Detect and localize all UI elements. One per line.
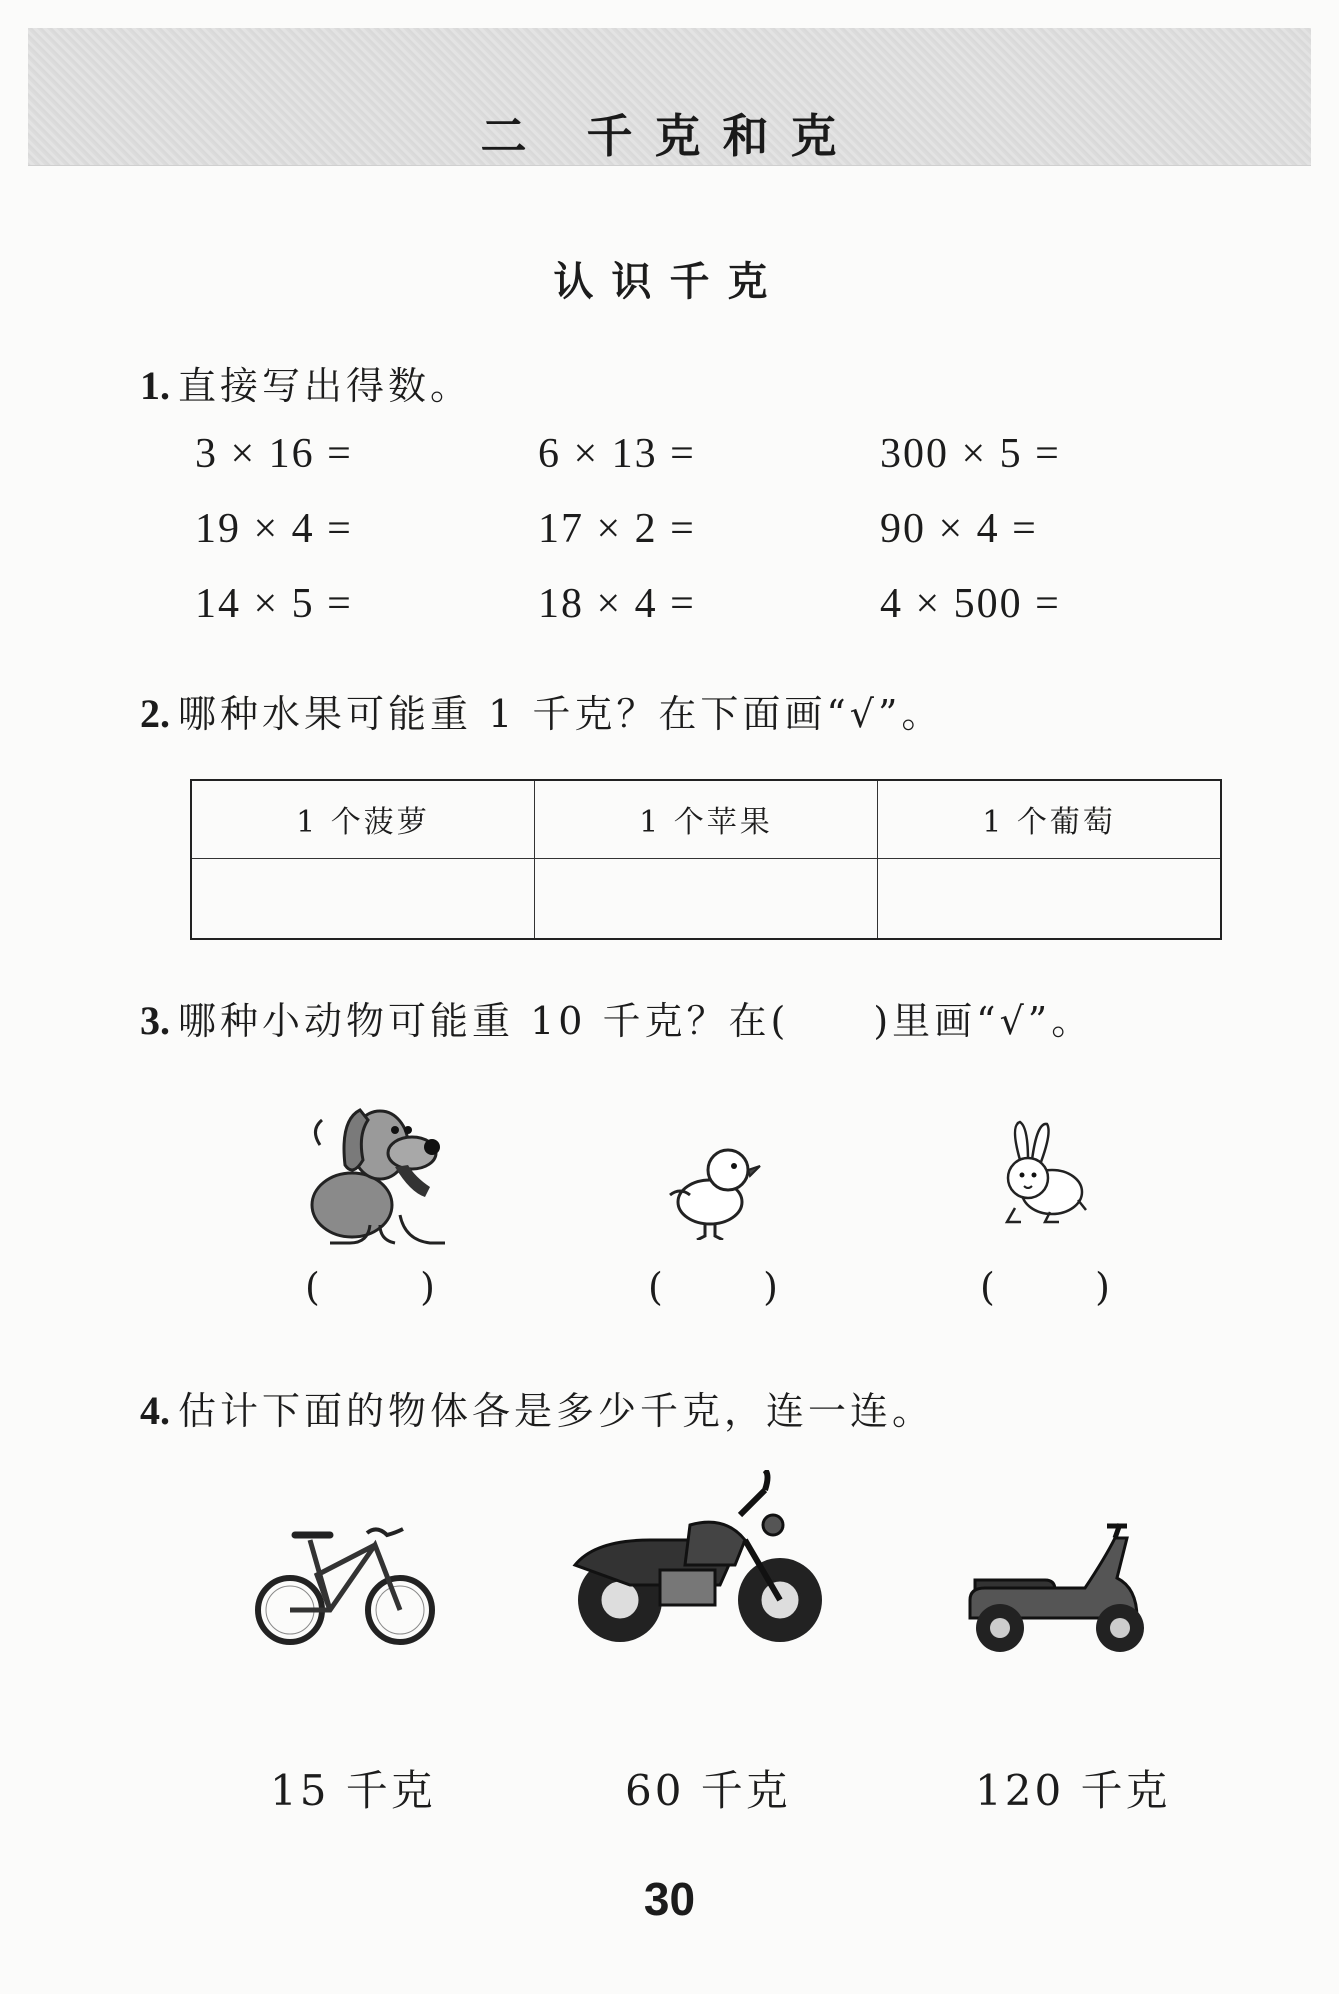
fruit-table	[190, 779, 1222, 940]
paren-close: )	[1095, 1265, 1110, 1309]
question-number: 2.	[140, 691, 170, 736]
rabbit-illustration	[990, 1120, 1090, 1230]
page-number: 30	[643, 1873, 696, 1925]
question-2	[140, 683, 943, 738]
column-header-pineapple: 1 个菠萝	[191, 780, 534, 858]
equation: 17 × 2 =	[538, 506, 696, 552]
paren-close: )	[420, 1265, 435, 1309]
bicycle-illustration[interactable]	[255, 1515, 435, 1655]
section-title: 认识千克	[553, 259, 786, 305]
column-header-grape: 1 个葡萄	[878, 780, 1221, 858]
column-header-apple: 1 个苹果	[534, 780, 877, 858]
question-text: 直接写出得数。	[178, 364, 473, 408]
equation: 3 × 16 =	[195, 431, 353, 477]
paren-open: (	[980, 1265, 995, 1309]
equation: 18 × 4 =	[538, 581, 696, 627]
chapter-title: 二 千克和克	[480, 109, 859, 163]
equation: 90 × 4 =	[880, 506, 1038, 552]
paren-open: (	[648, 1265, 663, 1309]
paren-open: (	[305, 1265, 320, 1309]
answer-paren-rabbit[interactable]	[980, 1265, 1110, 1309]
equation: 4 × 500 =	[880, 581, 1061, 627]
question-1	[140, 355, 472, 410]
paren-close: )	[763, 1265, 778, 1309]
weight-label-120kg[interactable]: 120 千克	[975, 1766, 1171, 1815]
question-number: 3.	[140, 998, 170, 1043]
answer-cell-apple[interactable]	[534, 858, 877, 939]
question-text: 哪种水果可能重 1 千克？在下面画“√”。	[178, 692, 944, 736]
question-3	[140, 990, 1093, 1045]
answer-paren-chick[interactable]	[648, 1265, 778, 1309]
question-number: 4.	[140, 1388, 170, 1433]
question-number: 1.	[140, 363, 170, 408]
equation: 14 × 5 =	[195, 581, 353, 627]
weight-label-60kg[interactable]: 60 千克	[625, 1766, 791, 1815]
question-4	[140, 1380, 934, 1435]
motorcycle-illustration[interactable]	[570, 1470, 830, 1650]
weight-label-15kg[interactable]: 15 千克	[270, 1766, 436, 1815]
answer-cell-pineapple[interactable]	[191, 858, 534, 939]
equation: 19 × 4 =	[195, 506, 353, 552]
answer-paren-dog[interactable]	[305, 1265, 435, 1309]
equation: 6 × 13 =	[538, 431, 696, 477]
chick-illustration	[660, 1140, 770, 1240]
question-text: 估计下面的物体各是多少千克，连一连。	[178, 1389, 935, 1433]
equation: 300 × 5 =	[880, 431, 1061, 477]
scooter-illustration[interactable]	[965, 1520, 1150, 1655]
question-text: 哪种小动物可能重 10 千克？在( )里画“√”。	[178, 999, 1094, 1043]
dog-illustration	[300, 1075, 460, 1245]
answer-cell-grape[interactable]	[878, 858, 1221, 939]
